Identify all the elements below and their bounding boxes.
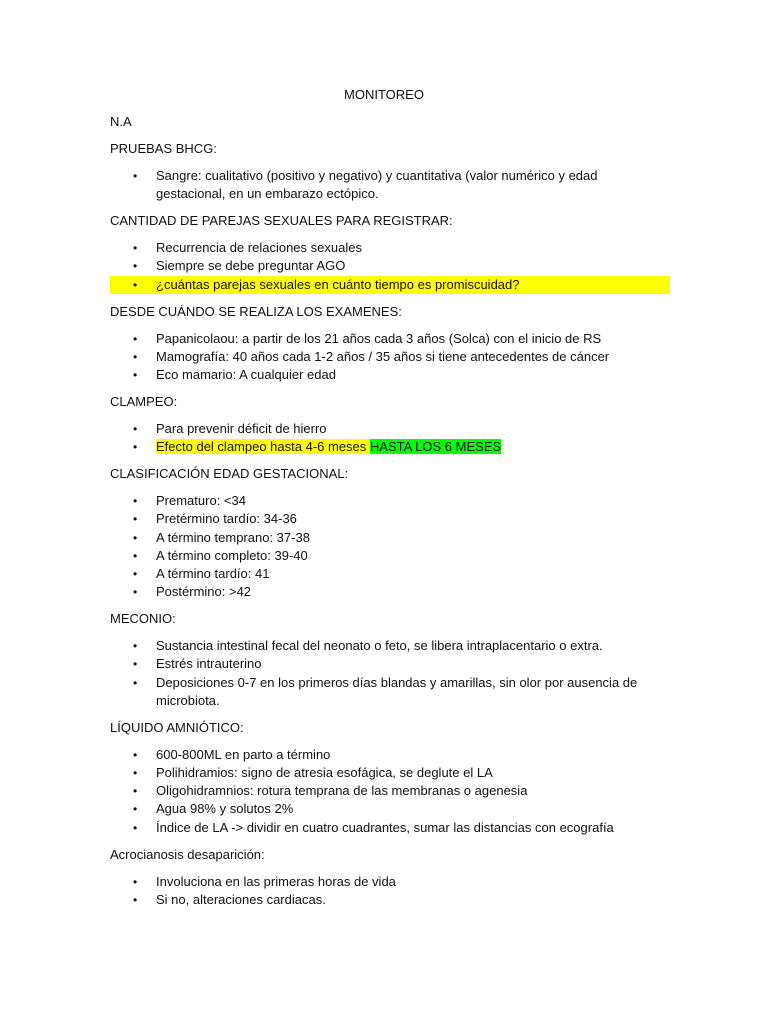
bullet-icon: • (133, 747, 138, 762)
list-acrocianosis (110, 873, 670, 909)
list-item: • Deposiciones 0-7 en los primeros días blandas y amarillas, sin olor por ausencia de microbiota. (133, 674, 638, 708)
heading-desde-cuando: DESDE CUÁNDO SE REALIZA LOS EXAMENES: (110, 303, 402, 319)
list-item: • Recurrencia de relaciones sexuales (110, 239, 670, 257)
heading-meconio: MECONIO: (110, 611, 176, 627)
list-cantidad-parejas (110, 239, 670, 294)
bullet-icon: • (133, 639, 138, 654)
list-item: • Oligohidramnios: rotura temprana de las membranas o agenesia (110, 782, 670, 800)
list-item: • Polihidramios: signo de atresia esofágica, se deglute el LA (110, 764, 670, 782)
bullet-icon: • (133, 548, 138, 563)
list-item: • A término temprano: 37-38 (110, 529, 670, 547)
list-item: • A término completo: 39-40 (110, 547, 670, 565)
list-item: • 600-800ML en parto a término (110, 746, 670, 764)
bullet-icon: • (133, 567, 138, 582)
list-liquido-amniotico (110, 746, 670, 837)
list-clampeo (110, 420, 670, 456)
heading-acrocianosis: Acrocianosis desaparición: (110, 846, 265, 862)
document-title: MONITOREO (344, 87, 424, 102)
bullet-icon: • (133, 512, 138, 527)
list-item-highlighted: • ¿cuántas parejas sexuales en cuánto tiempo es promiscuidad? (110, 276, 670, 294)
bullet-icon: • (133, 820, 138, 835)
bullet-icon: • (133, 169, 138, 183)
highlight-yellow: Efecto del clampeo hasta 4-6 meses (156, 439, 370, 454)
bullet-icon: • (133, 657, 138, 672)
bullet-icon: • (133, 892, 138, 907)
list-item: • Estrés intrauterino (110, 655, 670, 673)
bullet-icon: • (133, 494, 138, 509)
document-body (110, 113, 670, 918)
list-item: • Para prevenir déficit de hierro (110, 420, 670, 438)
list-item: • Índice de LA -> dividir en cuatro cuadrantes, sumar las distancias con ecografía (110, 819, 670, 837)
bullet-icon: • (133, 277, 138, 292)
heading-pruebas-bhcg: PRUEBAS BHCG: (110, 141, 217, 156)
list-item: • Siempre se debe preguntar AGO (110, 257, 670, 275)
bullet-icon: • (133, 784, 138, 799)
bullet-icon: • (133, 802, 138, 817)
list-item: • Si no, alteraciones cardiacas. (110, 891, 670, 909)
heading-liquido-amniotico: LÍQUIDO AMNIÓTICO: (110, 719, 244, 735)
bullet-icon: • (133, 349, 138, 364)
list-item-highlighted (110, 438, 670, 456)
highlight-green: HASTA LOS 6 MESES (369, 439, 502, 455)
list-item: • Involuciona en las primeras horas de vida (110, 873, 670, 891)
bullet-icon: • (133, 766, 138, 781)
bullet-icon: • (133, 585, 138, 600)
list-examenes (110, 330, 670, 385)
list-clasificacion (110, 492, 670, 601)
list-item: • Sangre: cualitativo (positivo y negativo) y cuantitativa (valor numérico y edad gestacional, en un embarazo ectópico. (133, 168, 598, 202)
bullet-icon: • (133, 440, 138, 455)
bullet-icon: • (133, 241, 138, 256)
list-item: • Postérmino: >42 (110, 583, 670, 601)
heading-clampeo: CLAMPEO: (110, 394, 178, 410)
list-item: • Prematuro: <34 (110, 492, 670, 510)
list-item: • Pretérmino tardío: 34-36 (110, 510, 670, 528)
bullet-icon: • (133, 331, 138, 346)
list-meconio (110, 637, 670, 710)
heading-clasificacion: CLASIFICACIÓN EDAD GESTACIONAL: (110, 466, 349, 482)
list-item: • Mamografía: 40 años cada 1-2 años / 35 años si tiene antecedentes de cáncer (110, 348, 670, 366)
bullet-icon: • (133, 530, 138, 545)
paragraph-na: N.A (110, 114, 132, 129)
bullet-icon: • (133, 675, 138, 690)
list-item: • Eco mamario: A cualquier edad (110, 366, 670, 384)
list-item: • Papanicolaou: a partir de los 21 años cada 3 años (Solca) con el inicio de RS (110, 330, 670, 348)
list-pruebas-bhcg (110, 167, 670, 203)
bullet-icon: • (133, 874, 138, 889)
list-item: • Agua 98% y solutos 2% (110, 800, 670, 818)
list-item: • A término tardío: 41 (110, 565, 670, 583)
heading-cantidad-parejas: CANTIDAD DE PAREJAS SEXUALES PARA REGISTRAR: (110, 213, 453, 229)
bullet-icon: • (133, 259, 138, 274)
list-item: • Sustancia intestinal fecal del neonato o feto, se libera intraplacentario o extra. (110, 637, 670, 655)
bullet-icon: • (133, 368, 138, 383)
bullet-icon: • (133, 422, 138, 437)
